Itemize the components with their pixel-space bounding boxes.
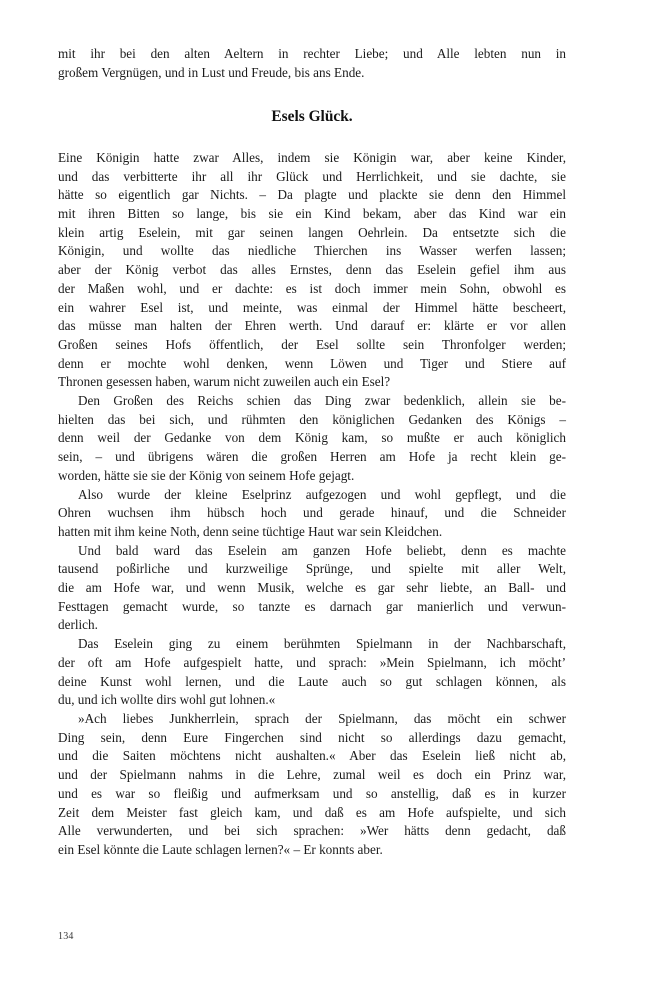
text-line: derlich. — [58, 617, 98, 633]
paragraph-3 — [58, 486, 566, 542]
text-line: der Maßen wohl, und er dachte: es ist doch immer mein Sohn, obwohl es — [58, 280, 566, 296]
text-line: Königin, und wollte das niedliche Thierchen ins Wasser werfen lassen; — [58, 243, 566, 259]
text-line: und es war so fleißig und aufmerksam und so anstellig, daß es in kurzer — [58, 785, 566, 801]
text-line: großem Vergnügen, und in Lust und Freude, bis ans Ende. — [58, 64, 365, 80]
text-line: deine Kunst wohl lernen, und die Laute auch so gut schlagen können, als — [58, 673, 566, 689]
text-line: die am Hofe war, und wenn Musik, welche es gar sehr liebte, an Ball- und — [58, 580, 566, 596]
text-line: Also wurde der kleine Eselprinz aufgezogen und wohl gepflegt, und die — [78, 486, 566, 502]
text-line: Thronen gesessen haben, warum nicht zuweilen auch ein Esel? — [58, 374, 391, 390]
text-line: denn er mochte wohl denken, wenn Löwen und Tiger und Stiere auf — [58, 355, 566, 371]
text-line: mit ihren Bitten so lange, bis sie ein Kind bekam, aber das Kind war ein — [58, 206, 566, 221]
text-line: Zeit dem Meister fast gleich kam, und daß es am Hofe aufspielte, und sich — [58, 804, 566, 820]
text-column — [58, 45, 566, 860]
paragraph-2 — [58, 392, 566, 486]
text-line: und das verbitterte ihr all ihr Glück und Herrlichkeit, und sie dachte, sie — [58, 168, 566, 184]
spacer — [58, 82, 566, 108]
paragraph-6 — [58, 710, 566, 860]
text-line: hätte so eigentlich gar Nichts. – Da plagte und plackte sie denn den Himmel — [58, 187, 566, 203]
text-line: Alle verwunderten, und bei sich sprachen: »Wer hätts denn gedacht, daß — [58, 823, 566, 839]
text-line: Eine Königin hatte zwar Alles, indem sie Königin war, aber keine Kinder, — [58, 149, 566, 165]
text-line: klein artig Eselein, mit gar seinen langen Oehrlein. Da entsetzte sich die — [58, 224, 566, 240]
text-line: ein Esel könnte die Laute schlagen lernen?« – Er konnts aber. — [58, 841, 383, 857]
text-line: Den Großen des Reichs schien das Ding zwar bedenklich, allein sie be- — [78, 393, 566, 409]
text-line: Ohren wuchsen ihm hübsch hoch und gerade hinauf, und die Schneider — [58, 505, 566, 521]
text-line: hielten das bei sich, und rühmten den königlichen Gedanken des Königs – — [58, 411, 566, 427]
text-line: du, und ich wollte dirs wohl gut lohnen.« — [58, 692, 276, 708]
section-title: Esels Glück. — [271, 108, 353, 126]
text-line: denn weil der Gedanke von dem König kam, so mußte er auch königlich — [58, 430, 566, 446]
text-line: Festtagen gemacht wurde, so tanzte es darnach gar manierlich und verwun- — [58, 598, 566, 614]
text-line: ein wahrer Esel ist, und meinte, was einmal der Himmel hätte bescheert, — [58, 299, 566, 315]
text-line: aber der König verbot das alles Ernstes, denn das Eselein gefiel ihm aus — [58, 262, 566, 278]
text-line: das müsse man halten der Ehren werth. Und darauf er: klärte er vor allen — [58, 318, 566, 334]
text-line: Ding sein, denn Eure Fingerchen sind nicht so allerdings dazu gemacht, — [58, 729, 566, 745]
text-line: sein, – und übrigens wären die großen Herren am Hofe ja recht klein ge- — [58, 449, 566, 465]
paragraph-carryover — [58, 45, 566, 82]
spacer — [58, 127, 566, 149]
text-line: und der Spielmann nahms in die Lehre, zumal weil es doch ein Prinz war, — [58, 767, 566, 783]
page-number: 134 — [58, 931, 74, 942]
paragraph-4 — [58, 542, 566, 636]
text-line: hatten mit ihm keine Noth, denn seine tüchtige Haut war sein Kleidchen. — [58, 523, 443, 539]
text-line: tausend poßirliche und kurzweilige Sprünge, und spielte mit aller Welt, — [58, 561, 566, 577]
paragraph-1 — [58, 149, 566, 392]
text-line: Das Eselein ging zu einem berühmten Spielmann in der Nachbarschaft, — [78, 636, 566, 652]
text-line: Und bald ward das Eselein am ganzen Hofe beliebt, denn es machte — [78, 542, 566, 558]
text-line: Großen seines Hofs öffentlich, der Esel sollte sein Thronfolger werden; — [58, 336, 566, 352]
text-line: der oft am Hofe aufgespielt hatte, und sprach: »Mein Spielmann, ich möcht’ — [58, 654, 566, 670]
paragraph-5 — [58, 635, 566, 710]
text-line: mit ihr bei den alten Aeltern in rechter Liebe; und Alle lebten nun in — [58, 46, 566, 61]
text-line: »Ach liebes Junkherrlein, sprach der Spielmann, das möcht ein schwer — [78, 710, 566, 726]
text-line: und die Saiten möchtens nicht aushalten.« Aber das Eselein ließ nicht ab, — [58, 748, 566, 764]
text-line: worden, hätte sie sie der König von seinem Hofe gejagt. — [58, 467, 355, 483]
